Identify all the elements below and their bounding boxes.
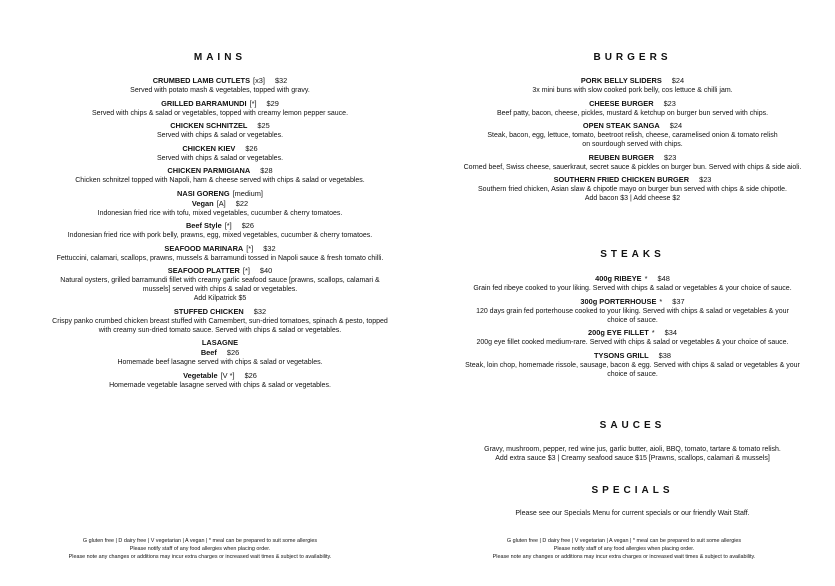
menu-item-name: SEAFOOD MARINARA: [164, 243, 244, 253]
menu-item-title: [40, 371, 400, 381]
sauces-heading: SAUCES: [599, 420, 666, 431]
menu-item-tag: *: [644, 274, 648, 283]
menu-item-description: Grain fed ribeye cooked to your liking. Served with chips & salad or vegetables & your choice of sauce.: [473, 285, 792, 292]
sauces-line: Add extra sauce $3 | Creamy seafood sauce $15 [Prawns, scallops, calamari & mussels]: [495, 455, 770, 462]
menu-item-title: [40, 99, 400, 109]
menu-item-title: [440, 121, 825, 131]
menu-item-price: $23: [663, 98, 676, 108]
menu-item-price: $32: [253, 306, 267, 316]
menu-item-name: SEAFOOD PLATTER: [167, 266, 240, 275]
footer-line: Please note any changes or additions may incur extra charges or increased wait times & subject to availability.: [492, 554, 756, 560]
menu-item: [440, 153, 825, 172]
menu-item: [440, 76, 825, 95]
menu-item-description: Add Kilpatrick $5: [193, 295, 247, 302]
specials-heading: SPECIALS: [591, 485, 674, 496]
menu-item-tag: [V *]: [220, 370, 235, 380]
menu-item-name: Vegetable: [183, 370, 218, 380]
menu-item-description: on sourdough served with chips.: [582, 141, 683, 148]
menu-item-price: $22: [235, 198, 249, 208]
menu-item-description: Homemade vegetable lasagne served with chips & salad or vegetables.: [109, 381, 331, 389]
menu-item-tag: *: [651, 328, 655, 337]
menu-item-name: Beef Style: [185, 221, 222, 230]
menu-item: [40, 199, 400, 218]
menu-item: [40, 144, 400, 163]
menu-item-name: CHICKEN SCHNITZEL: [170, 121, 248, 130]
steaks-heading: STEAKS: [600, 249, 665, 260]
menu-item-description: Crispy panko crumbed chicken breast stuffed with Camembert, sun-dried tomatoes, spinach & pesto, topped: [52, 317, 388, 325]
footer-line: Please notify staff of any food allergies when placing order.: [129, 546, 271, 552]
footer-right: [444, 537, 804, 561]
menu-item-name: CHICKEN PARMIGIANA: [167, 166, 251, 175]
menu-item-name: 300g PORTERHOUSE: [580, 296, 657, 306]
mains-heading: MAINS: [193, 52, 247, 63]
menu-item-title: [440, 274, 825, 284]
menu-item: [40, 121, 400, 140]
menu-item-price: $26: [241, 221, 255, 230]
menu-item-description: Natural oysters, grilled barramundi fillet with creamy garlic seafood sauce [prawns, scallops, calamari &: [60, 277, 380, 284]
menu-item-price: $32: [274, 76, 288, 85]
menu-item-description: 120 days grain fed porterhouse cooked to your liking. Served with chips & salad or vegetables & your: [476, 307, 789, 315]
menu-item: [440, 274, 825, 293]
menu-item-description: Served with potato mash & vegetables, topped with gravy.: [130, 87, 310, 94]
menu-item: [40, 166, 400, 185]
menu-item: [40, 338, 400, 348]
menu-item-tag: [*]: [249, 98, 257, 108]
menu-item-price: $29: [266, 98, 279, 108]
menu-item-title: [440, 76, 825, 86]
burgers-list: [440, 76, 825, 207]
menu-item-description: Corned beef, Swiss cheese, sauerkraut, secret sauce & pickles on burger bun. Served with chips & side aioli.: [463, 163, 802, 171]
menu-item-title: [40, 189, 400, 199]
menu-item-title: [40, 221, 400, 231]
specials-line: Please see our Specials Menu for current specials or our friendly Wait Staff.: [515, 510, 750, 517]
menu-item-name: TYSONS GRILL: [594, 350, 649, 360]
footer-line: G gluten free | D dairy free | V vegetarian | A vegan | * meal can be prepared to suit some allergies: [82, 538, 318, 544]
menu-item-name: REUBEN BURGER: [588, 152, 654, 162]
menu-item-name: LASAGNE: [201, 338, 239, 347]
menu-item-description: choice of sauce.: [607, 370, 658, 378]
menu-item-name: CHEESE BURGER: [589, 98, 654, 108]
menu-item-description: Served with chips & salad or vegetables.: [156, 132, 284, 139]
menu-item-price: $23: [663, 152, 677, 162]
menu-item: [40, 76, 400, 95]
menu-item-title: [40, 266, 400, 276]
menu-item-description: Homemade beef lasagne served with chips & salad or vegetables.: [117, 359, 323, 366]
sauces-line: Gravy, mushroom, pepper, red wine jus, garlic butter, aioli, BBQ, tomato, tartare & tomato relish.: [484, 446, 781, 453]
menu-item-title: [440, 328, 825, 338]
menu-item-description: choice of sauce.: [607, 316, 658, 324]
menu-item-title: [40, 121, 400, 131]
menu-item-tag: [*]: [246, 243, 254, 253]
menu-item-price: $24: [669, 121, 683, 130]
menu-item-title: [40, 244, 400, 254]
menu-item: [440, 351, 825, 379]
menu-item-title: [440, 297, 825, 307]
menu-item-name: PORK BELLY SLIDERS: [580, 76, 662, 85]
footer-line: Please notify staff of any food allergies when placing order.: [553, 546, 695, 552]
menu-item-price: $40: [259, 266, 273, 275]
menu-item: [40, 189, 400, 199]
menu-item-tag: [x3]: [253, 76, 265, 85]
menu-item-description: with creamy sun-dried tomato sauce. Served with chips & salad or vegetables.: [98, 326, 342, 334]
menu-item-description: Southern fried chicken, Asian slaw & chipotle mayo on burger bun served with chips & side chipotle.: [478, 186, 787, 193]
menu-item-description: Served with chips & salad or vegetables.: [156, 154, 284, 162]
menu-item-price: $24: [671, 76, 685, 85]
sauces-text: [440, 445, 825, 463]
menu-item-description: Steak, bacon, egg, lettuce, tomato, beetroot relish, cheese, caramelised onion & tomato relish: [487, 132, 778, 139]
menu-item-price: $23: [699, 175, 712, 184]
menu-item-price: $26: [226, 348, 240, 357]
menu-item-description: Chicken schnitzel topped with Napoli, ham & cheese served with chips & salad or vegetables.: [75, 177, 365, 184]
menu-item: [40, 266, 400, 303]
menu-item-title: [440, 351, 825, 361]
burgers-heading: BURGERS: [593, 52, 672, 63]
menu-item-name: OPEN STEAK SANGA: [582, 121, 660, 130]
menu-item: [40, 244, 400, 263]
menu-item-name: NASI GORENG: [177, 188, 230, 198]
menu-item-description: Served with chips & salad or vegetables, topped with creamy lemon pepper sauce.: [91, 109, 349, 117]
menu-item-name: STUFFED CHICKEN: [173, 306, 244, 316]
menu-item-title: [40, 76, 400, 86]
menu-item-tag: [*]: [224, 221, 232, 230]
menu-item-title: [40, 199, 400, 209]
mains-list: [40, 76, 400, 393]
menu-item-title: [40, 338, 400, 348]
menu-item-tag: *: [659, 296, 663, 306]
menu-item-description: Beef patty, bacon, cheese, pickles, mustard & ketchup on burger bun served with chips.: [496, 109, 769, 117]
menu-item-description: Indonesian fried rice with tofu, mixed vegetables, cucumber & cherry tomatoes.: [97, 209, 343, 217]
footer-line: Please note any changes or additions may incur extra charges or increased wait times & subject to availability.: [68, 554, 332, 560]
menu-item-description: Indonesian fried rice with pork belly, prawns, egg, mixed vegetables, cucumber & cherry tomatoes.: [67, 232, 373, 239]
menu-item-name: CHICKEN KIEV: [182, 143, 236, 153]
menu-item-name: GRILLED BARRAMUNDI: [161, 98, 247, 108]
menu-item-price: $25: [257, 121, 270, 130]
menu-item-title: [40, 166, 400, 176]
menu-item-title: [40, 144, 400, 154]
menu-item-title: [40, 348, 400, 358]
menu-item-name: 200g EYE FILLET: [587, 328, 649, 337]
menu-item-name: Vegan: [191, 198, 214, 208]
footer-line: G gluten free | D dairy free | V vegetarian | A vegan | * meal can be prepared to suit some allergies: [506, 538, 742, 544]
menu-item-name: CRUMBED LAMB CUTLETS: [152, 76, 251, 85]
menu-item-title: [440, 153, 825, 163]
menu-item-price: $37: [672, 296, 685, 306]
menu-item: [40, 371, 400, 390]
menu-item: [440, 297, 825, 325]
menu-item-description: Fettuccini, calamari, scallops, prawns, mussels & barramundi tossed in Napoli sauce & fresh tomato chilli.: [56, 254, 384, 262]
menu-item-description: 3x mini buns with slow cooked pork belly, cos lettuce & chilli jam.: [532, 87, 733, 94]
menu-item-description: 200g eye fillet cooked medium-rare. Served with chips & salad or vegetables & your choice of sauce.: [476, 339, 789, 346]
menu-item-name: Beef: [200, 348, 217, 357]
menu-item-price: $32: [263, 243, 276, 253]
menu-item-title: [440, 99, 825, 109]
menu-item: [40, 307, 400, 335]
menu-item: [40, 99, 400, 118]
menu-item-description: Add bacon $3 | Add cheese $2: [584, 195, 681, 202]
menu-item-price: $48: [657, 274, 670, 283]
menu-item: [40, 348, 400, 367]
menu-item-price: $26: [245, 143, 258, 153]
menu-item-price: $26: [244, 370, 257, 380]
menu-item-tag: [*]: [242, 266, 250, 275]
menu-item: [440, 328, 825, 347]
menu-item-tag: [A]: [216, 198, 226, 208]
menu-item-price: $38: [658, 350, 671, 360]
menu-item-description: mussels] served with chips & salad or vegetables.: [142, 286, 298, 293]
menu-item-description: Steak, loin chop, homemade rissole, sausage, bacon & egg. Served with chips & salad or vegetables & your: [465, 361, 800, 369]
menu-item-price: $28: [260, 166, 273, 175]
menu-item: [40, 221, 400, 240]
menu-item-tag: [medium]: [232, 188, 263, 198]
footer-left: [20, 537, 380, 561]
menu-item-name: 400g RIBEYE: [595, 274, 642, 283]
menu-item: [440, 175, 825, 203]
menu-item-name: SOUTHERN FRIED CHICKEN BURGER: [553, 175, 690, 184]
menu-item-title: [40, 307, 400, 317]
menu-item-title: [440, 175, 825, 185]
steaks-list: [440, 274, 825, 382]
menu-item-price: $34: [664, 328, 678, 337]
menu-item: [440, 121, 825, 149]
specials-text: [440, 509, 825, 518]
menu-item: [440, 99, 825, 118]
